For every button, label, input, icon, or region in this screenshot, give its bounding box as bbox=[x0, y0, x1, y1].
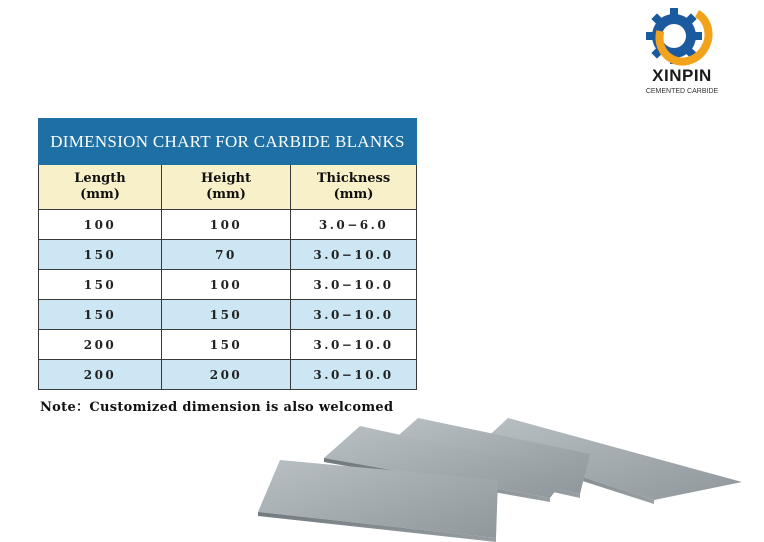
customization-note: Note：Customized dimension is also welcomed bbox=[40, 400, 394, 415]
cell-thickness: 3.0−6.0 bbox=[291, 210, 417, 240]
header-thickness-unit: (mm) bbox=[333, 187, 374, 202]
brand-logo bbox=[632, 6, 732, 102]
header-height-label: Height bbox=[200, 171, 252, 186]
gear-ring-icon bbox=[640, 6, 724, 68]
header-length-label: Length bbox=[74, 171, 126, 186]
cell-height: 100 bbox=[162, 270, 291, 300]
cell-thickness: 3.0−10.0 bbox=[291, 330, 417, 360]
table-row bbox=[39, 330, 417, 360]
cell-length: 150 bbox=[39, 300, 162, 330]
table-row bbox=[39, 270, 417, 300]
cell-thickness: 3.0−10.0 bbox=[291, 300, 417, 330]
cell-thickness: 3.0−10.0 bbox=[291, 360, 417, 390]
cell-height: 150 bbox=[162, 300, 291, 330]
header-height-unit: (mm) bbox=[206, 187, 246, 202]
header-length bbox=[39, 165, 162, 210]
header-thickness-label: Thickness bbox=[316, 171, 391, 186]
brand-subtitle: CEMENTED CARBIDE bbox=[645, 88, 719, 95]
dimension-table bbox=[38, 118, 417, 390]
table-title: DIMENSION CHART FOR CARBIDE BLANKS bbox=[39, 119, 417, 165]
cell-length: 200 bbox=[39, 330, 162, 360]
cell-thickness: 3.0−10.0 bbox=[291, 240, 417, 270]
table-header-row bbox=[39, 165, 417, 210]
carbide-blanks-image bbox=[250, 410, 760, 542]
cell-length: 200 bbox=[39, 360, 162, 390]
table-row bbox=[39, 210, 417, 240]
table-row bbox=[39, 360, 417, 390]
cell-length: 100 bbox=[39, 210, 162, 240]
table-row bbox=[39, 240, 417, 270]
header-length-unit: (mm) bbox=[80, 187, 120, 202]
cell-height: 150 bbox=[162, 330, 291, 360]
cell-thickness: 3.0−10.0 bbox=[291, 270, 417, 300]
cell-height: 200 bbox=[162, 360, 291, 390]
cell-height: 100 bbox=[162, 210, 291, 240]
cell-length: 150 bbox=[39, 270, 162, 300]
brand-name: XINPIN bbox=[652, 66, 712, 85]
header-thickness bbox=[291, 165, 417, 210]
cell-height: 70 bbox=[162, 240, 291, 270]
table-row bbox=[39, 300, 417, 330]
cell-length: 150 bbox=[39, 240, 162, 270]
header-height bbox=[162, 165, 291, 210]
